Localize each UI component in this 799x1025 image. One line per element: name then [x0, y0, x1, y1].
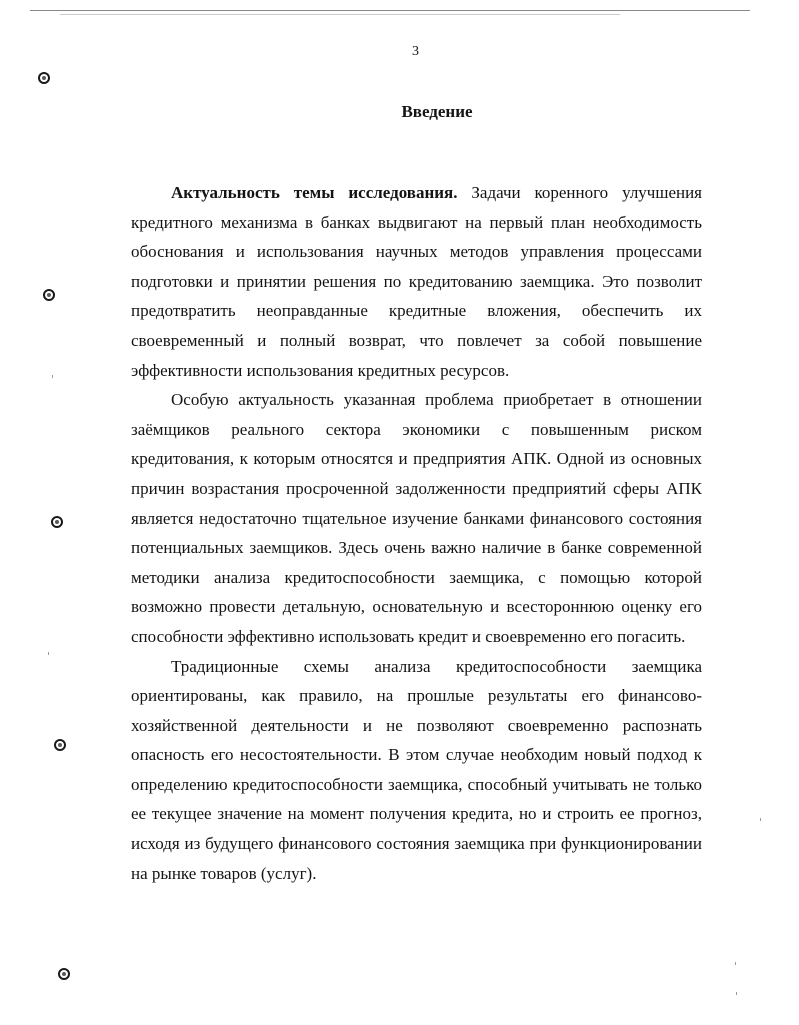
paragraph-apk-risk: Особую актуальность указанная проблема приобретает в отношении заёмщиков реального сектора экономики с повышенным риском кредитования, к которым относятся и предприятия АПК. Одной из основных причин возрастания просроченной задолженности предприятий сферы АПК является недостаточно тщательное изучение банками финансового состояния потенциальных заемщиков. Здесь очень важно наличие в банке современной методики анализа кредитоспособности заемщика, с помощью которой возможно провести детальную, основательную и всестороннюю оценку его способности эффективно использовать кредит и своевременно его погасить.: [131, 390, 702, 646]
document-body: [131, 178, 702, 888]
paragraph-lead: Актуальность темы исследования.: [171, 183, 458, 202]
scan-speck: [736, 992, 737, 995]
scan-speck: [52, 375, 53, 378]
page-title: Введение: [401, 102, 473, 121]
scan-speck: [48, 652, 49, 655]
paragraph-traditional-schemes: Традиционные схемы анализа кредитоспособности заемщика ориентированы, как правило, на прошлые результаты его финансово-хозяйственной деятельности и не позволяют своевременно распознать опасность его несостоятельности. В этом случае необходим новый подход к определению кредитоспособности заемщика, способный учитывать не только ее текущее значение на момент получения кредита, но и строить ее прогноз, исходя из будущего финансового состояния заемщика при функционировании на рынке товаров (услуг).: [131, 656, 702, 883]
binder-hole-mark: [43, 289, 55, 301]
scan-speck: [735, 962, 736, 965]
scan-top-edge-line: [30, 10, 750, 11]
scan-top-edge-line-faint: [60, 14, 620, 15]
binder-hole-mark: [38, 72, 50, 84]
scan-speck: [760, 818, 761, 821]
paragraph-text: Задачи коренного улучшения кредитного механизма в банках выдвигают на первый план необходимость обоснования и использования научных методов управления процессами подготовки и принятии решения по кредитованию заемщика. Это позволит предотвратить неоправданные кредитные вложения, обеспечить их своевременный и полный возврат, что повлечет за собой повышение эффективности использования кредитных ресурсов.: [131, 183, 702, 380]
page-number: 3: [412, 44, 419, 59]
binder-hole-mark: [51, 516, 63, 528]
binder-hole-mark: [58, 968, 70, 980]
binder-hole-mark: [54, 739, 66, 751]
paragraph-relevance: [131, 178, 702, 385]
